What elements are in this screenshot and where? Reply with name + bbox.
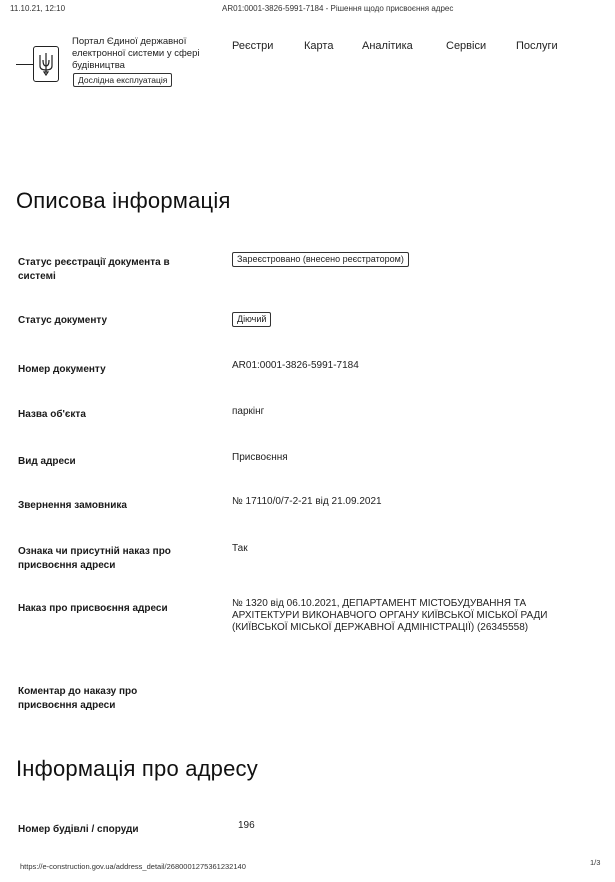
value-document-status — [232, 312, 572, 327]
portal-name[interactable]: Портал Єдиної державної електронної системи у сфері будівництва — [72, 36, 200, 71]
nav-services[interactable]: Сервіси — [446, 40, 487, 52]
footer-url: https://e-construction.gov.ua/address_detail/2680001275361232140 — [20, 862, 246, 871]
value-document-number: AR01:0001-3826-5991-7184 — [232, 360, 359, 371]
print-footer — [0, 858, 615, 876]
print-document-title: AR01:0001-3826-5991-7184 - Рішення щодо присвоєння адрес — [222, 4, 454, 13]
descriptive-info-title: Описова інформація — [16, 188, 231, 213]
registration-status-badge: Зареєстровано (внесено реєстратором) — [232, 252, 409, 267]
value-registration-status — [232, 252, 572, 267]
label-document-status: Статус документу — [18, 315, 108, 326]
value-customer-request: № 17110/0/7-2-21 від 21.09.2021 — [232, 496, 382, 507]
nav-map[interactable]: Карта — [304, 40, 334, 52]
nav-registries[interactable]: Реєстри — [232, 40, 274, 52]
label-customer-request: Звернення замовника — [18, 500, 127, 511]
value-order-present: Так — [232, 543, 248, 554]
nav-analytics[interactable]: Аналітика — [362, 40, 413, 52]
label-building-number: Номер будівлі / споруди — [18, 824, 139, 835]
value-address-order: № 1320 від 06.10.2021, ДЕПАРТАМЕНТ МІСТОБУДУВАННЯ ТА АРХІТЕКТУРИ ВИКОНАВЧОГО ОРГАНУ КИЇВСЬКОЇ МІСЬКОЇ РАДИ (КИЇВСЬКОЇ МІСЬКОЇ ДЕРЖАВНОЇ АДМІНІСТРАЦІЇ) (26345558) — [232, 598, 548, 633]
value-address-type: Присвоєння — [232, 452, 288, 463]
value-building-number: 196 — [238, 820, 255, 831]
label-order-present: Ознака чи присутній наказ про присвоєння адреси — [18, 546, 171, 571]
label-registration-status: Статус реєстрації документа в системі — [18, 257, 170, 282]
label-document-number: Номер документу — [18, 364, 106, 375]
address-info-title: Інформація про адресу — [16, 756, 258, 781]
label-object-name: Назва об'єкта — [18, 409, 86, 420]
site-header — [0, 36, 615, 96]
trident-icon-svg — [38, 52, 54, 76]
print-datetime: 11.10.21, 12:10 — [10, 4, 66, 13]
value-object-name: паркінг — [232, 406, 265, 417]
pilot-operation-badge: Дослідна експлуатація — [73, 73, 172, 87]
label-order-comment: Коментар до наказу про присвоєння адреси — [18, 686, 138, 711]
nav-offerings[interactable]: Послуги — [516, 40, 558, 52]
label-address-type: Вид адреси — [18, 456, 76, 467]
print-header — [0, 4, 615, 18]
logo-divider — [16, 64, 34, 65]
footer-page-number: 1/3 — [590, 858, 601, 867]
label-address-order: Наказ про присвоєння адреси — [18, 603, 168, 614]
document-status-badge: Діючий — [232, 312, 271, 327]
trident-icon[interactable] — [33, 46, 59, 82]
